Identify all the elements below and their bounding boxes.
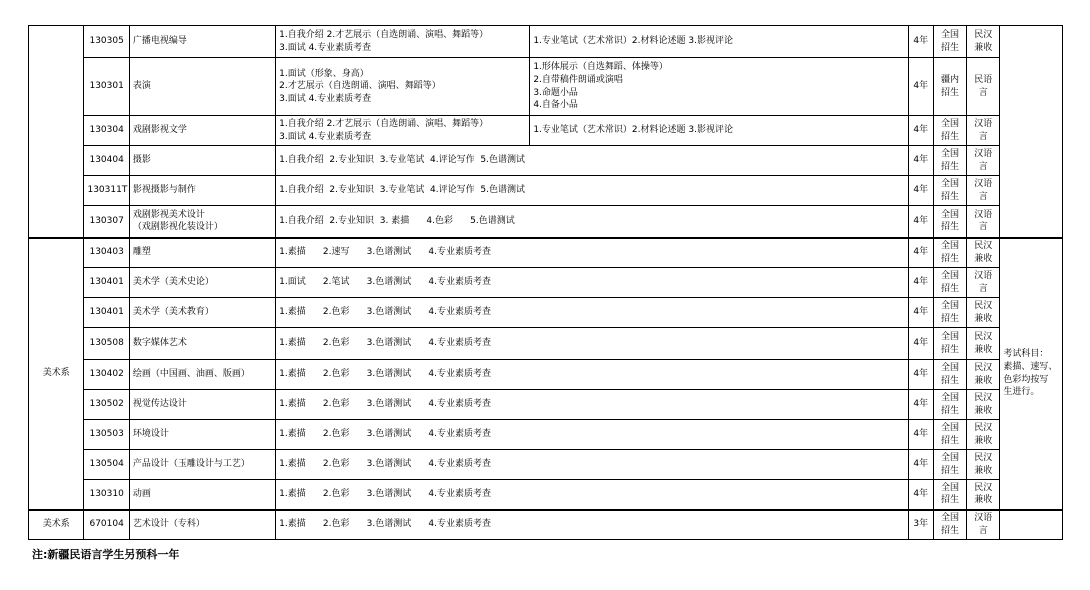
exam-content-line: 1.自我介绍 2.专业知识 3.专业笔试 4.评论写作 5.色谱测试 bbox=[279, 155, 525, 166]
department-cell: 美术系 bbox=[29, 238, 84, 510]
written-exam-line: 1.专业笔试（艺术常识）2.材料论述题 3.影视评论 bbox=[533, 125, 733, 136]
exam-content-cell bbox=[276, 510, 908, 540]
language-cell: 汉语言 bbox=[967, 510, 1000, 540]
written-exam-cell bbox=[530, 116, 908, 146]
exam-content-cell bbox=[276, 420, 908, 450]
remark-line: 生进行。 bbox=[1003, 387, 1040, 398]
table-row bbox=[29, 238, 1063, 268]
enrollment-scope-cell: 全国招生 bbox=[933, 420, 966, 450]
department-cell bbox=[29, 26, 84, 238]
exam-content-cell bbox=[276, 116, 530, 146]
enrollment-scope-cell: 全国招生 bbox=[933, 328, 966, 360]
major-code-cell: 130508 bbox=[84, 328, 129, 360]
study-years-cell: 4年 bbox=[908, 58, 933, 116]
study-years-cell: 4年 bbox=[908, 328, 933, 360]
study-years-cell: 4年 bbox=[908, 176, 933, 206]
department-cell: 美术系 bbox=[29, 510, 84, 540]
remark-line: 素描、速写、 bbox=[1003, 361, 1058, 372]
major-name-cell bbox=[129, 176, 275, 206]
exam-content-cell bbox=[276, 328, 908, 360]
major-name-line: （戏剧影视化装设计） bbox=[132, 222, 223, 233]
enrollment-scope-cell: 全国招生 bbox=[933, 268, 966, 298]
written-exam-line: 4.自备小品 bbox=[533, 100, 578, 111]
enrollment-scope-cell: 全国招生 bbox=[933, 390, 966, 420]
major-name-line: 戏剧影视文学 bbox=[132, 125, 187, 136]
enrollment-scope-cell: 全国招生 bbox=[933, 450, 966, 480]
table-row bbox=[29, 450, 1063, 480]
exam-content-cell bbox=[276, 268, 908, 298]
language-cell: 民汉兼收 bbox=[967, 328, 1000, 360]
major-name-cell bbox=[129, 116, 275, 146]
exam-content-line: 1.素描 2.色彩 3.色谱测试 4.专业素质考查 bbox=[279, 488, 491, 499]
language-cell: 民汉兼收 bbox=[967, 360, 1000, 390]
enrollment-scope-cell: 全国招生 bbox=[933, 146, 966, 176]
major-name-cell bbox=[129, 26, 275, 58]
major-name-line: 影视摄影与制作 bbox=[132, 185, 196, 196]
table-row bbox=[29, 206, 1063, 238]
study-years-cell: 4年 bbox=[908, 480, 933, 510]
study-years-cell: 4年 bbox=[908, 26, 933, 58]
major-code-cell: 130301 bbox=[84, 58, 129, 116]
written-exam-cell bbox=[530, 58, 908, 116]
enrollment-scope-cell: 全国招生 bbox=[933, 298, 966, 328]
enrollment-scope-cell: 全国招生 bbox=[933, 116, 966, 146]
major-name-line: 雕塑 bbox=[132, 247, 151, 258]
exam-content-cell bbox=[276, 480, 908, 510]
major-name-cell bbox=[129, 360, 275, 390]
table-row bbox=[29, 420, 1063, 450]
major-name-line: 戏剧影视美术设计 bbox=[132, 209, 205, 220]
language-cell: 民汉兼收 bbox=[967, 298, 1000, 328]
major-name-cell bbox=[129, 510, 275, 540]
major-name-cell bbox=[129, 328, 275, 360]
enrollment-scope-cell: 全国招生 bbox=[933, 238, 966, 268]
exam-content-line: 3.面试 4.专业素质考查 bbox=[279, 93, 372, 104]
study-years-cell: 4年 bbox=[908, 420, 933, 450]
exam-content-line: 1.自我介绍 2.专业知识 3. 素描 4.色彩 5.色谱测试 bbox=[279, 215, 515, 226]
exam-content-line: 3.面试 4.专业素质考查 bbox=[279, 42, 372, 53]
table-row bbox=[29, 390, 1063, 420]
major-code-cell: 130310 bbox=[84, 480, 129, 510]
written-exam-line: 3.命题小品 bbox=[533, 87, 578, 98]
table-row bbox=[29, 298, 1063, 328]
exam-content-line: 1.自我介绍 2.才艺展示（自选朗诵、演唱、舞蹈等） bbox=[279, 118, 489, 129]
written-exam-line: 1.形体展示（自选舞蹈、体操等） bbox=[533, 62, 668, 73]
remark-cell bbox=[1000, 238, 1063, 510]
language-cell: 汉语言 bbox=[967, 206, 1000, 238]
exam-content-cell bbox=[276, 238, 908, 268]
exam-content-line: 1.素描 2.色彩 3.色谱测试 4.专业素质考查 bbox=[279, 459, 491, 470]
study-years-cell: 4年 bbox=[908, 116, 933, 146]
major-code-cell: 130504 bbox=[84, 450, 129, 480]
table-row bbox=[29, 58, 1063, 116]
major-code-cell: 130311T bbox=[84, 176, 129, 206]
exam-content-line: 1.面试 2.笔试 3.色谱测试 4.专业素质考查 bbox=[279, 277, 491, 288]
major-name-line: 广播电视编导 bbox=[132, 36, 187, 47]
major-name-cell bbox=[129, 420, 275, 450]
exam-content-cell bbox=[276, 146, 908, 176]
exam-content-cell bbox=[276, 298, 908, 328]
major-name-line: 产品设计（玉雕设计与工艺） bbox=[132, 459, 250, 470]
enrollment-scope-cell: 全国招生 bbox=[933, 360, 966, 390]
language-cell: 民汉兼收 bbox=[967, 238, 1000, 268]
major-name-cell bbox=[129, 480, 275, 510]
major-name-cell bbox=[129, 450, 275, 480]
exam-content-cell bbox=[276, 26, 530, 58]
exam-content-line: 1.素描 2.色彩 3.色谱测试 4.专业素质考查 bbox=[279, 519, 491, 530]
enrollment-scope-cell: 全国招生 bbox=[933, 206, 966, 238]
table-row bbox=[29, 360, 1063, 390]
exam-content-line: 1.自我介绍 2.专业知识 3.专业笔试 4.评论写作 5.色谱测试 bbox=[279, 185, 525, 196]
written-exam-cell bbox=[530, 26, 908, 58]
remark-line: 色彩均按写 bbox=[1003, 374, 1049, 385]
language-cell: 民汉兼收 bbox=[967, 390, 1000, 420]
major-code-cell: 130402 bbox=[84, 360, 129, 390]
exam-content-line: 1.素描 2.色彩 3.色谱测试 4.专业素质考查 bbox=[279, 307, 491, 318]
table-row bbox=[29, 176, 1063, 206]
enrollment-scope-cell: 全国招生 bbox=[933, 176, 966, 206]
exam-content-cell bbox=[276, 58, 530, 116]
study-years-cell: 4年 bbox=[908, 268, 933, 298]
major-name-line: 表演 bbox=[132, 81, 151, 92]
exam-content-line: 1.素描 2.色彩 3.色谱测试 4.专业素质考查 bbox=[279, 369, 491, 380]
written-exam-line: 2.自带稿件朗诵或演唱 bbox=[533, 74, 623, 85]
study-years-cell: 4年 bbox=[908, 298, 933, 328]
exam-content-cell bbox=[276, 176, 908, 206]
major-code-cell: 130307 bbox=[84, 206, 129, 238]
study-years-cell: 4年 bbox=[908, 146, 933, 176]
exam-content-line: 1.素描 2.色彩 3.色谱测试 4.专业素质考查 bbox=[279, 338, 491, 349]
major-code-cell: 130404 bbox=[84, 146, 129, 176]
major-name-cell bbox=[129, 238, 275, 268]
written-exam-line: 1.专业笔试（艺术常识）2.材料论述题 3.影视评论 bbox=[533, 36, 733, 47]
enrollment-scope-cell: 全国招生 bbox=[933, 26, 966, 58]
major-name-cell bbox=[129, 58, 275, 116]
major-name-line: 视觉传达设计 bbox=[132, 399, 187, 410]
major-name-line: 美术学（美术史论） bbox=[132, 277, 214, 288]
study-years-cell: 4年 bbox=[908, 360, 933, 390]
major-code-cell: 130502 bbox=[84, 390, 129, 420]
study-years-cell: 4年 bbox=[908, 390, 933, 420]
language-cell: 民汉兼收 bbox=[967, 420, 1000, 450]
major-name-cell bbox=[129, 390, 275, 420]
language-cell: 民汉兼收 bbox=[967, 26, 1000, 58]
major-code-cell: 670104 bbox=[84, 510, 129, 540]
language-cell: 民汉兼收 bbox=[967, 480, 1000, 510]
exam-content-line: 3.面试 4.专业素质考查 bbox=[279, 131, 372, 142]
major-name-line: 数字媒体艺术 bbox=[132, 338, 187, 349]
enrollment-scope-cell: 疆内招生 bbox=[933, 58, 966, 116]
table-row bbox=[29, 510, 1063, 540]
major-code-cell: 130304 bbox=[84, 116, 129, 146]
study-years-cell: 4年 bbox=[908, 238, 933, 268]
language-cell: 民语言 bbox=[967, 58, 1000, 116]
major-name-line: 美术学（美术教育） bbox=[132, 307, 214, 318]
exam-content-line: 1.素描 2.色彩 3.色谱测试 4.专业素质考查 bbox=[279, 399, 491, 410]
exam-content-cell bbox=[276, 390, 908, 420]
major-name-cell bbox=[129, 268, 275, 298]
table-row bbox=[29, 328, 1063, 360]
language-cell: 汉语言 bbox=[967, 146, 1000, 176]
language-cell: 民汉兼收 bbox=[967, 450, 1000, 480]
table-row bbox=[29, 268, 1063, 298]
remark-cell bbox=[1000, 26, 1063, 238]
major-name-line: 环境设计 bbox=[132, 429, 169, 440]
exam-content-line: 1.素描 2.速写 3.色谱测试 4.专业素质考查 bbox=[279, 247, 491, 258]
major-code-cell: 130503 bbox=[84, 420, 129, 450]
major-code-cell: 130401 bbox=[84, 298, 129, 328]
language-cell: 汉语言 bbox=[967, 116, 1000, 146]
exam-content-cell bbox=[276, 360, 908, 390]
exam-content-cell bbox=[276, 450, 908, 480]
major-name-cell bbox=[129, 146, 275, 176]
major-name-line: 艺术设计（专科） bbox=[132, 519, 205, 530]
major-name-line: 动画 bbox=[132, 488, 151, 499]
major-name-line: 摄影 bbox=[132, 155, 151, 166]
study-years-cell: 3年 bbox=[908, 510, 933, 540]
exam-content-line: 1.面试（形象、身高） bbox=[279, 68, 369, 79]
table-row bbox=[29, 26, 1063, 58]
enrollment-scope-cell: 全国招生 bbox=[933, 480, 966, 510]
study-years-cell: 4年 bbox=[908, 206, 933, 238]
exam-content-cell bbox=[276, 206, 908, 238]
table-row bbox=[29, 480, 1063, 510]
study-years-cell: 4年 bbox=[908, 450, 933, 480]
exam-content-line: 1.自我介绍 2.才艺展示（自选朗诵、演唱、舞蹈等） bbox=[279, 29, 489, 40]
major-code-cell: 130403 bbox=[84, 238, 129, 268]
remark-cell bbox=[1000, 510, 1063, 540]
major-code-cell: 130305 bbox=[84, 26, 129, 58]
enrollment-scope-cell: 全国招生 bbox=[933, 510, 966, 540]
language-cell: 汉语言 bbox=[967, 176, 1000, 206]
remark-line: 考试科目： bbox=[1003, 349, 1049, 360]
table-row bbox=[29, 116, 1063, 146]
admissions-table bbox=[28, 25, 1063, 540]
footnote: 注:新疆民语言学生另预科一年 bbox=[32, 548, 180, 561]
table-body bbox=[29, 26, 1063, 540]
major-code-cell: 130401 bbox=[84, 268, 129, 298]
major-name-cell bbox=[129, 298, 275, 328]
language-cell: 汉语言 bbox=[967, 268, 1000, 298]
major-name-line: 绘画（中国画、油画、版画） bbox=[132, 369, 250, 380]
table-row bbox=[29, 146, 1063, 176]
major-name-cell bbox=[129, 206, 275, 238]
exam-content-line: 2.才艺展示（自选朗诵、演唱、舞蹈等） bbox=[279, 81, 441, 92]
exam-content-line: 1.素描 2.色彩 3.色谱测试 4.专业素质考查 bbox=[279, 429, 491, 440]
